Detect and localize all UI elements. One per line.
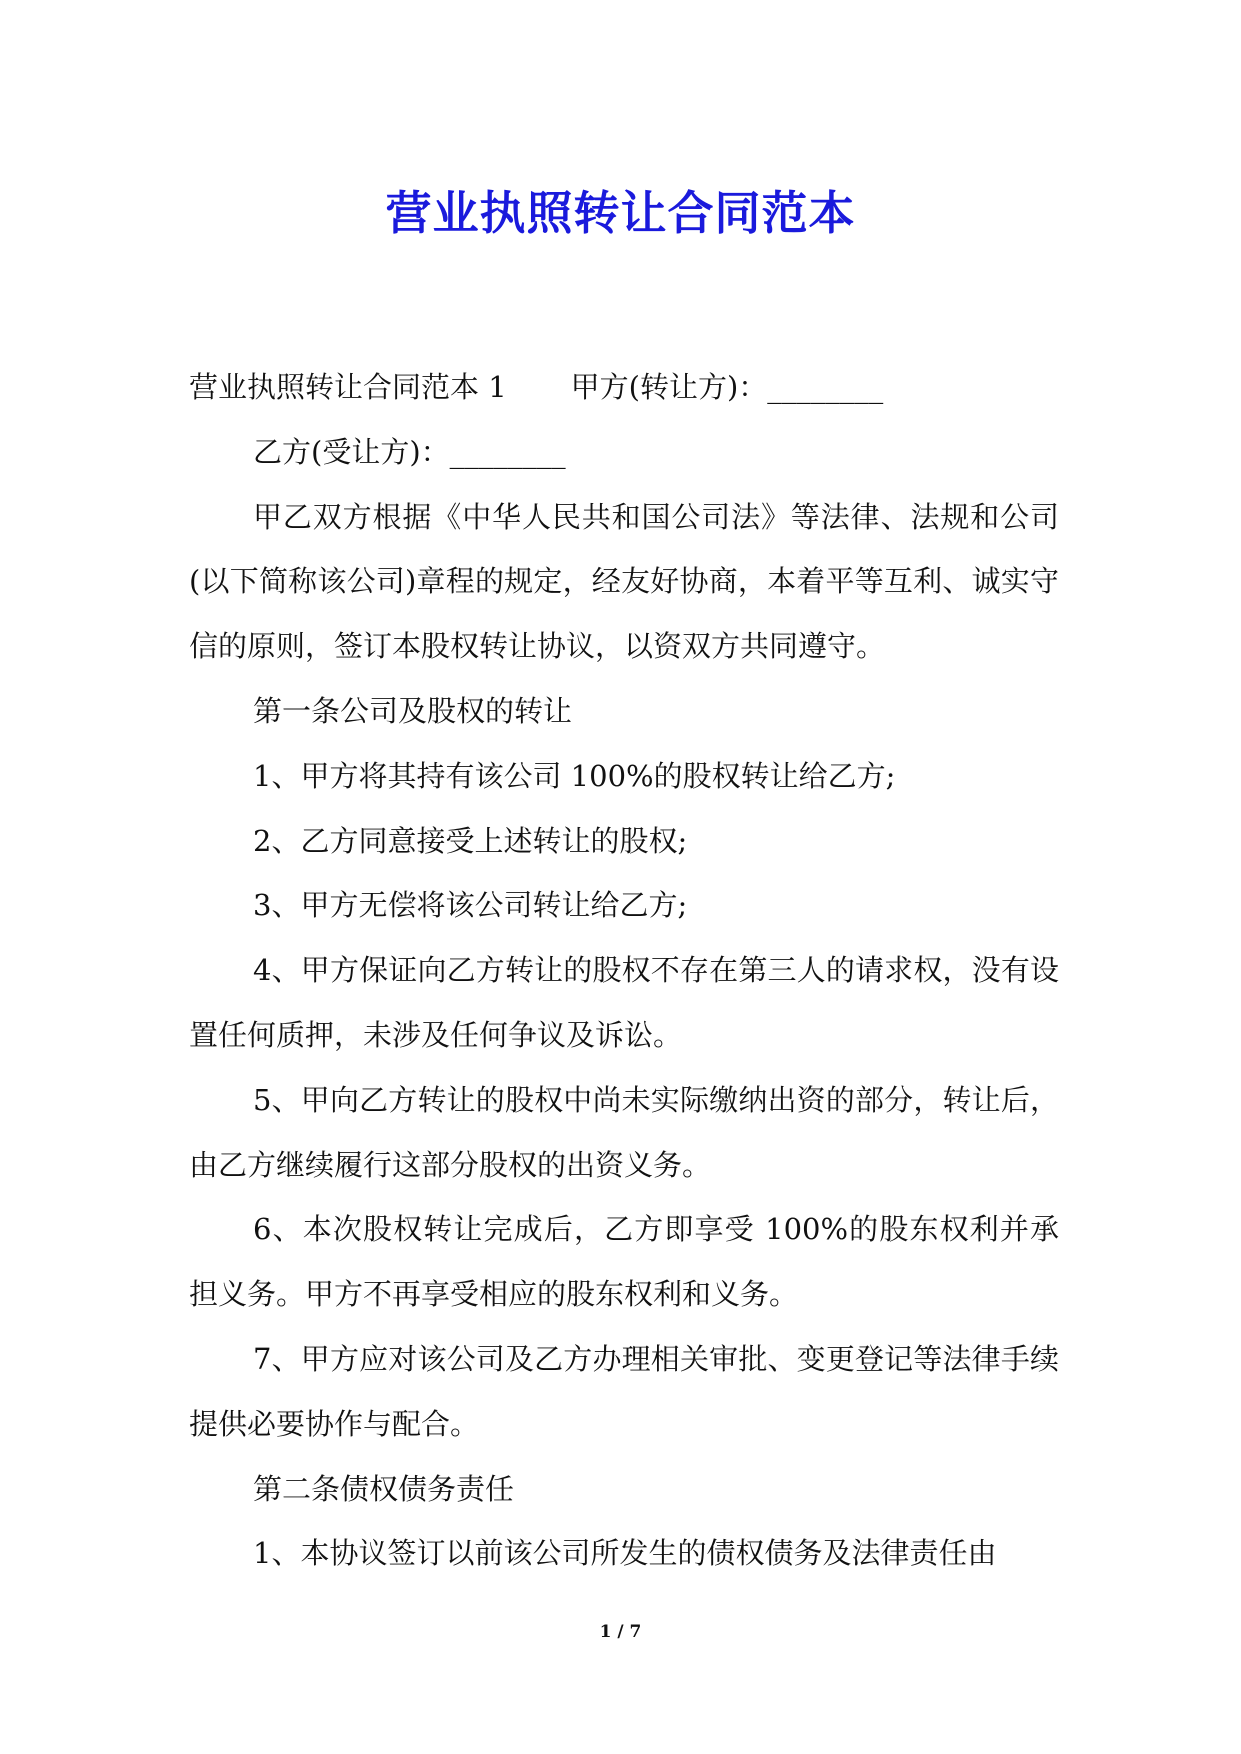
first-line	[189, 355, 1059, 420]
article-2-heading: 第二条债权债务责任	[253, 1471, 515, 1506]
party-a-line: 甲方(转让方)：________	[570, 370, 884, 404]
contract-heading: 营业执照转让合同范本 1	[189, 370, 507, 404]
article-1-heading: 第一条公司及股权的转让	[253, 693, 573, 728]
document-title: 营业执照转让合同范本	[385, 185, 856, 240]
document-body	[189, 355, 1059, 1586]
article-1-clause-4: 4、甲方保证向乙方转让的股权不存在第三人的请求权，没有设置任何质押，未涉及任何争议及诉讼。	[189, 953, 1059, 1052]
party-b-line: 乙方(受让方)：________	[253, 434, 566, 469]
article-1-clause-7: 7、甲方应对该公司及乙方办理相关审批、变更登记等法律手续提供必要协作与配合。	[189, 1341, 1059, 1441]
preamble-paragraph: 甲乙双方根据《中华人民共和国公司法》等法律、法规和公司(以下简称该公司)章程的规定，经友好协商，本着平等互利、诚实守信的原则，签订本股权转让协议，以资双方共同遵守。	[189, 499, 1059, 664]
article-1-clause-2: 2、乙方同意接受上述转让的股权;	[253, 823, 688, 858]
article-1-clause-5: 5、甲向乙方转让的股权中尚未实际缴纳出资的部分，转让后，由乙方继续履行这部分股权的出资义务。	[189, 1082, 1059, 1182]
article-1-clause-3: 3、甲方无偿将该公司转让给乙方;	[253, 888, 688, 923]
article-2-clause-1: 1、本协议签订以前该公司所发生的债权债务及法律责任由	[253, 1536, 997, 1571]
article-1-clause-6: 6、本次股权转让完成后，乙方即享受 100%的股东权利并承担义务。甲方不再享受相应的股东权利和义务。	[189, 1212, 1059, 1312]
article-1-clause-1: 1、甲方将其持有该公司 100%的股权转让给乙方;	[253, 758, 896, 793]
page-number: 1 / 7	[599, 1622, 642, 1642]
